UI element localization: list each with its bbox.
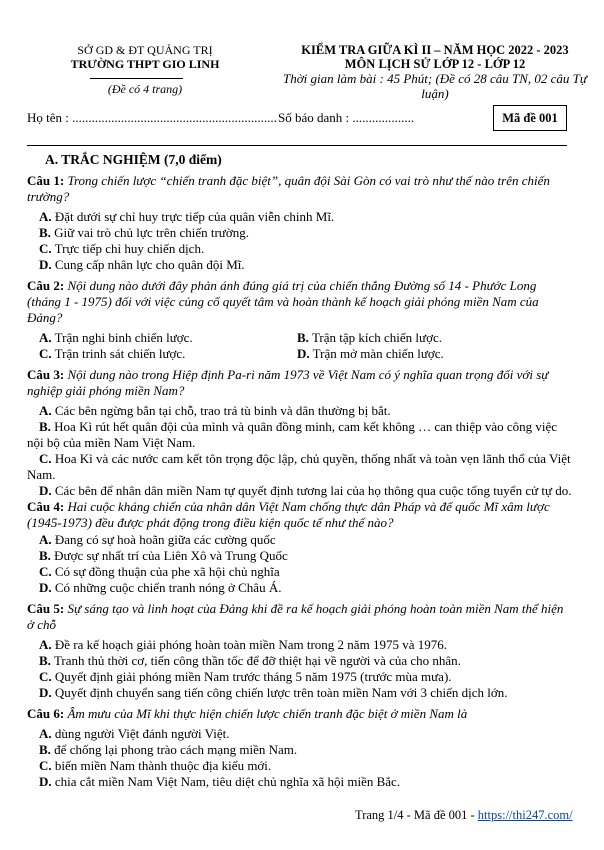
option-text: Trận trinh sát chiến lược. <box>54 346 186 361</box>
option-c <box>27 564 572 580</box>
options-2 <box>27 330 572 362</box>
option-c <box>27 241 572 257</box>
options-4 <box>27 532 572 596</box>
option-b <box>27 419 572 451</box>
option-key: C. <box>39 758 52 773</box>
section-title: A. TRẮC NGHIỆM (7,0 điểm) <box>45 152 222 167</box>
option-text: Đang có sự hoà hoãn giữa các cường quốc <box>54 532 276 547</box>
option-key: B. <box>39 742 51 757</box>
option-a <box>27 726 572 742</box>
option-text: Có những cuộc chiến tranh nóng ở Châu Á. <box>54 580 282 595</box>
question-label: Câu 2: <box>27 278 65 293</box>
question-text: Nội dung nào dưới đây phản ánh đúng giá trị của chiến thắng Đường số 14 - Phước Long (tháng 1 - 1975) đối với việc củng cố quyết tâm và hoàn thành kế hoạch giải phóng miền Nam của Đảng? <box>27 278 539 325</box>
option-text: Đặt dưới sự chỉ huy trực tiếp của quân viễn chinh Mĩ. <box>54 209 335 224</box>
option-text: Trận mở màn chiến lược. <box>312 346 444 361</box>
option-a <box>27 209 572 225</box>
option-key: D. <box>39 580 52 595</box>
option-key: A. <box>39 209 52 224</box>
option-text: Hoa Kì rút hết quân đội của mình và quân đồng minh, cam kết không … can thiệp vào công việc nội bộ của miền Nam Việt Nam. <box>27 419 558 450</box>
option-a <box>27 637 572 653</box>
question-text: Sự sáng tạo và linh hoạt của Đảng khi đề ra kế hoạch giải phóng hoàn toàn miền Nam thể hiện ở chỗ <box>27 601 564 632</box>
option-text: Quyết định chuyển sang tiến công chiến lược trên toàn miền Nam với 3 chiến dịch lớn. <box>54 685 508 700</box>
header-divider <box>90 78 183 79</box>
options-1 <box>27 209 572 273</box>
school-name: TRƯỜNG THPT GIO LINH <box>70 57 220 71</box>
option-key: B. <box>39 653 51 668</box>
option-key: A. <box>39 403 52 418</box>
option-b <box>27 742 572 758</box>
option-key: B. <box>297 330 309 345</box>
option-text: Các bên ngừng bắn tại chỗ, trao trả tù binh và dân thường bị bắt. <box>54 403 391 418</box>
question-2 <box>27 278 572 326</box>
options-3 <box>27 403 572 499</box>
header-right <box>270 43 600 101</box>
option-c <box>27 758 572 774</box>
time-line: Thời gian làm bài : 45 Phút; (Đề có 28 câu TN, 02 câu Tự luận) <box>283 71 587 101</box>
option-text: dùng người Việt đánh người Việt. <box>54 726 230 741</box>
option-key: B. <box>39 548 51 563</box>
page-footer <box>355 808 573 823</box>
option-key: A. <box>39 726 52 741</box>
exam-code-box: Mã đề 001 <box>493 105 567 131</box>
option-a <box>39 330 297 346</box>
option-text: Có sự đồng thuận của phe xã hội chủ nghĩa <box>54 564 280 579</box>
option-text: Trận nghi binh chiến lược. <box>54 330 193 345</box>
option-key: C. <box>39 451 52 466</box>
option-text: chia cắt miền Nam Việt Nam, tiêu diệt chủ nghĩa xã hội miền Bắc. <box>54 774 401 789</box>
footer-link[interactable]: https://thi247.com/ <box>477 808 573 822</box>
option-b <box>27 653 572 669</box>
department-name: SỞ GD & ĐT QUẢNG TRỊ <box>77 43 213 57</box>
question-4 <box>27 499 572 531</box>
option-key: B. <box>39 419 51 434</box>
option-key: A. <box>39 637 52 652</box>
question-text: Trong chiến lược “chiến tranh đặc biệt”, quân đội Sài Gòn có vai trò như thế nào trên chiến trường? <box>27 173 550 204</box>
exam-title: KIỂM TRA GIỮA KÌ II – NĂM HỌC 2022 - 2023 <box>301 43 569 57</box>
option-d <box>27 483 572 499</box>
option-d <box>27 257 572 273</box>
option-key: D. <box>39 257 52 272</box>
option-text: Đề ra kế hoạch giải phóng hoàn toàn miền Nam trong 2 năm 1975 và 1976. <box>54 637 447 652</box>
pages-note: (Đề có 4 trang) <box>107 82 183 96</box>
option-b <box>27 548 572 564</box>
option-text: Được sự nhất trí của Liên Xô và Trung Quốc <box>54 548 288 563</box>
question-text: Nội dung nào trong Hiệp định Pa-ri năm 1973 về Việt Nam có ý nghĩa quan trọng đối với sự nghiệp giải phóng miền Nam? <box>27 367 549 398</box>
option-key: D. <box>39 685 52 700</box>
option-text: biến miền Nam thành thuộc địa kiểu mới. <box>54 758 272 773</box>
question-1 <box>27 173 572 205</box>
student-id-field: Số báo danh : ................... <box>278 110 415 125</box>
option-b <box>297 330 572 346</box>
option-key: C. <box>39 241 52 256</box>
option-text: Trận tập kích chiến lược. <box>311 330 442 345</box>
subject-title: MÔN LỊCH SỬ LỚP 12 - LỚP 12 <box>344 57 526 71</box>
header-left <box>0 43 290 96</box>
options-6 <box>27 726 572 790</box>
question-label: Câu 3: <box>27 367 65 382</box>
option-text: để chống lại phong trào cách mạng miền Nam. <box>54 742 298 757</box>
question-label: Câu 5: <box>27 601 65 616</box>
option-key: C. <box>39 669 52 684</box>
header-rule <box>27 145 567 146</box>
option-key: A. <box>39 330 52 345</box>
option-key: C. <box>39 346 52 361</box>
question-label: Câu 4: <box>27 499 65 514</box>
option-text: Cung cấp nhân lực cho quân đội Mĩ. <box>54 257 245 272</box>
option-c <box>39 346 297 362</box>
option-d <box>27 580 572 596</box>
option-text: Trực tiếp chỉ huy chiến dịch. <box>54 241 205 256</box>
option-b <box>27 225 572 241</box>
option-c <box>27 669 572 685</box>
footer-text: Trang 1/4 - Mã đề 001 - <box>355 808 478 822</box>
option-a <box>27 532 572 548</box>
option-text: Hoa Kì và các nước cam kết tôn trọng độc lập, chủ quyền, thống nhất và toàn vẹn lãnh thổ của Việt Nam. <box>27 451 571 482</box>
student-name-field: Họ tên : ............................................................... <box>27 110 277 125</box>
question-5 <box>27 601 572 633</box>
option-key: C. <box>39 564 52 579</box>
option-text: Giữ vai trò chủ lực trên chiến trường. <box>54 225 249 240</box>
option-text: Các bên để nhân dân miền Nam tự quyết định tương lai của họ thông qua cuộc tổng tuyển cử tự do. <box>54 483 572 498</box>
option-a <box>27 403 572 419</box>
option-c <box>27 451 572 483</box>
question-3 <box>27 367 572 399</box>
question-label: Câu 6: <box>27 706 65 721</box>
question-text: Hai cuộc kháng chiến của nhân dân Việt Nam chống thực dân Pháp và đế quốc Mĩ xâm lược (1945-1973) đều được phát động trong điều kiện quốc tế như thế nào? <box>27 499 550 530</box>
option-text: Tranh thủ thời cơ, tiến công thần tốc để đỡ thiệt hại về người và của cho nhân. <box>53 653 461 668</box>
option-key: D. <box>39 774 52 789</box>
option-key: D. <box>39 483 52 498</box>
option-key: A. <box>39 532 52 547</box>
question-label: Câu 1: <box>27 173 65 188</box>
option-d <box>297 346 572 362</box>
option-d <box>27 685 572 701</box>
option-text: Quyết định giải phóng miền Nam trước tháng 5 năm 1975 (trước mùa mưa). <box>54 669 452 684</box>
exam-content <box>27 152 572 790</box>
option-d <box>27 774 572 790</box>
question-6 <box>27 706 572 722</box>
option-key: D. <box>297 346 310 361</box>
option-key: B. <box>39 225 51 240</box>
options-5 <box>27 637 572 701</box>
question-text: Âm mưu của Mĩ khi thực hiện chiến lược chiến tranh đặc biệt ở miền Nam là <box>67 706 468 721</box>
